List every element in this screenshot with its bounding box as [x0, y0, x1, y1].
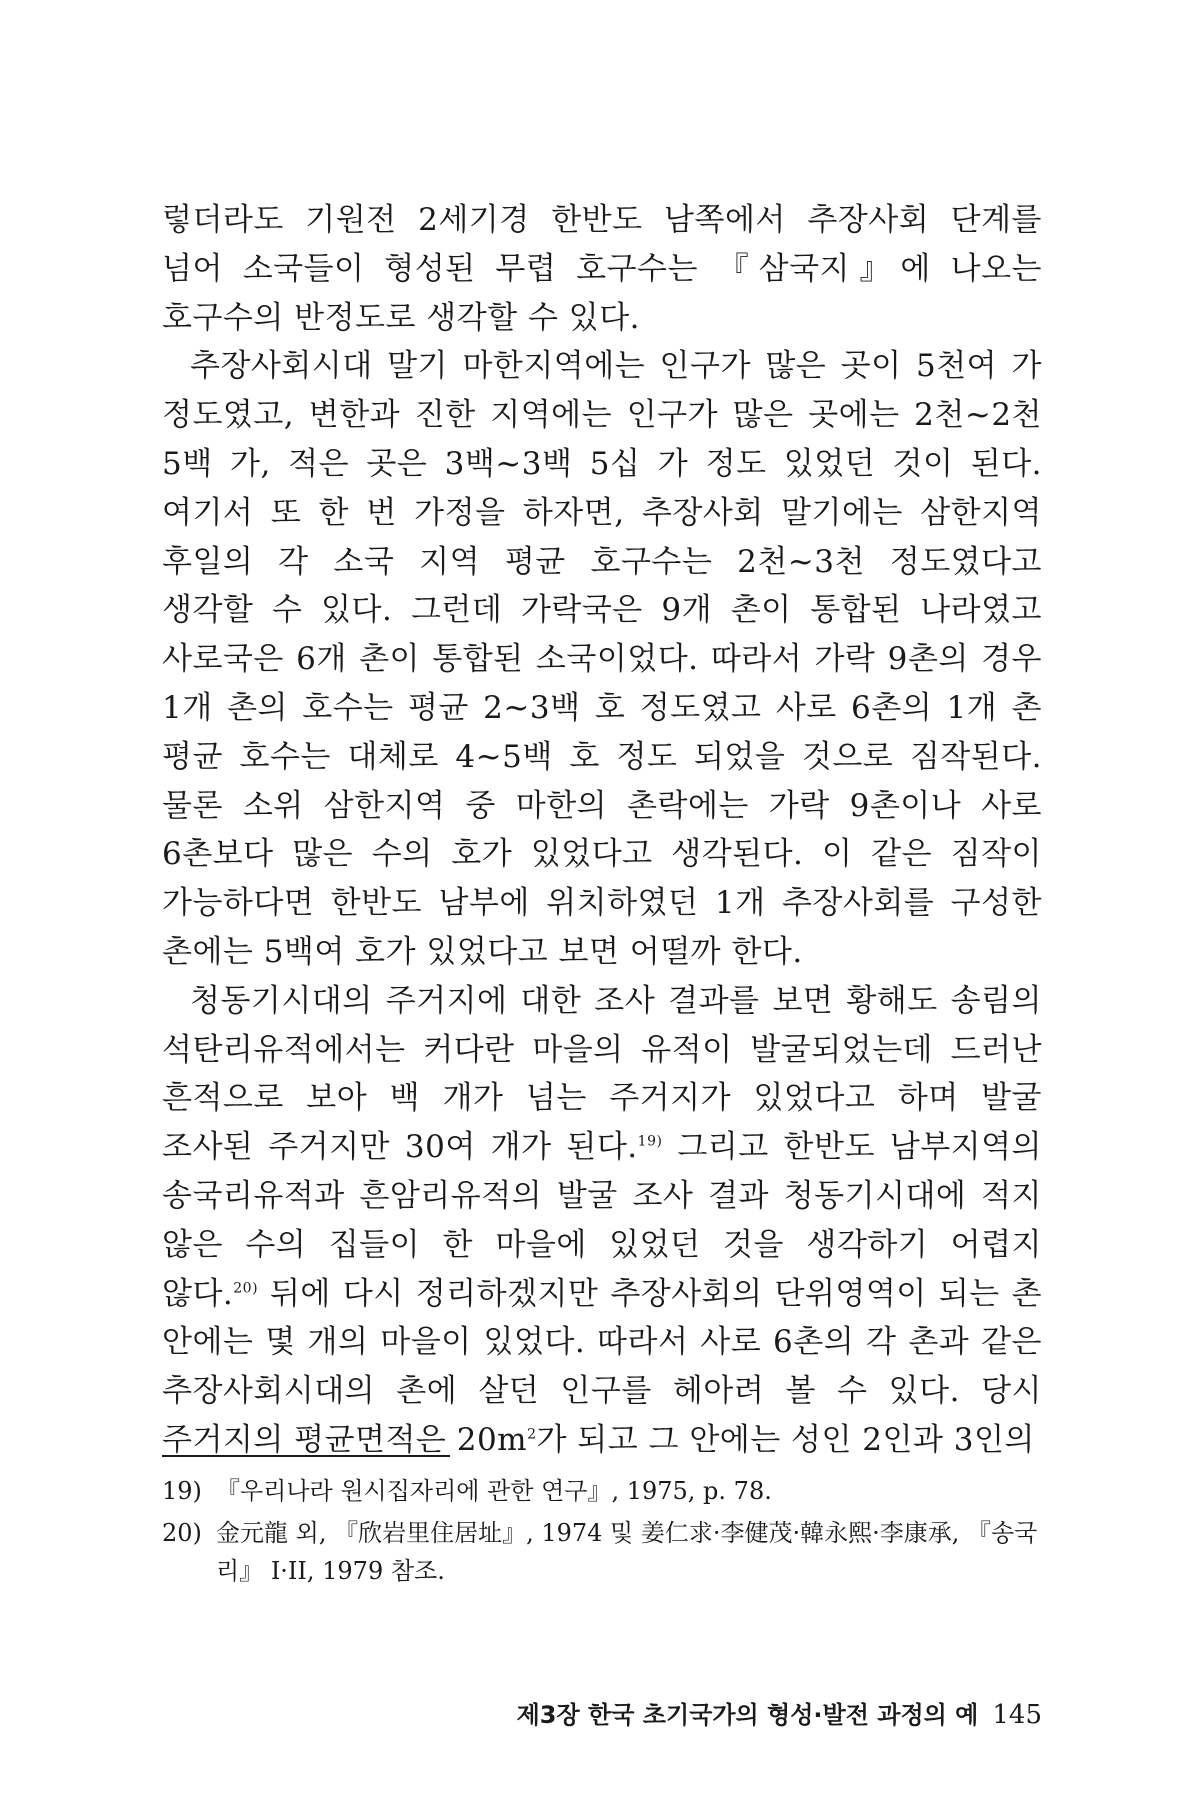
running-footer	[420, 1698, 1042, 1732]
footnote-text: 金元龍 외, 『欣岩里住居址』, 1974 및 姜仁求·李健茂·韓永熙·李康承, 『송국리』 I·II, 1979 참조.	[216, 1519, 1038, 1585]
footnote-20	[162, 1514, 1042, 1590]
footnotes	[162, 1472, 1042, 1594]
paragraph-3-text-b: 그리고 한반도 남부지역의 송국리유적과 흔암리유적의 발굴 조사 결과 청동기시대에 적지 않은 수의 집들이 한 마을에 있었던 것을 생각하기 어렵지 않다.	[162, 1129, 1042, 1312]
footnote-divider	[162, 1455, 450, 1457]
paragraph-3-text-a: 청동기시대의 주거지에 대한 조사 결과를 보면 황해도 송림의 석탄리유적에서는 커다란 마을의 유적이 발굴되었는데 드러난 흔적으로 보아 백 개가 넘는 주거지가 있었다고 하며 발굴 조사된 주거지만 30여 개가 된다.	[162, 982, 1042, 1166]
footnote-ref-19[interactable]: 19)	[637, 1133, 663, 1150]
footnote-text: 『우리나라 원시집자리에 관한 연구』, 1975, p. 78.	[216, 1477, 772, 1505]
footnote-number: 19)	[162, 1477, 202, 1505]
footnote-number: 20)	[162, 1519, 202, 1547]
paragraph-2-text: 추장사회시대 말기 마한지역에는 인구가 많은 곳이 5천여 가 정도였고, 변한과 진한 지역에는 인구가 많은 곳에는 2천~2천 5백 가, 적은 곳은 3백~3백 5십 가 정도 있었던 것이 된다. 여기서 또 한 번 가정을 하자면, 추장사회 말기에는 삼한지역 후일의 각 소국 지역 평균 호구수는 2천~3천 정도였다고 생각할 수 있다. 그런데 가락국은 9개 촌이 통합된 나라였고 사로국은 6개 촌이 통합된 소국이었다. 따라서 가락 9촌의 경우 1개 촌의 호수는 평균 2~3백 호 정도였고 사로 6촌의 1개 촌 평균 호수는 대체로 4~5백 호 정도 되었을 것으로 짐작된다. 물론 소위 삼한지역 중 마한의 촌락에는 가락 9촌이나 사로 6촌보다 많은 수의 호가 있었다고 생각된다. 이 같은 짐작이 가능하다면 한반도 남부에 위치하였던 1개 추장사회를 구성한 촌에는 5백여 호가 있었다고 보면 어떨까 한다.	[162, 348, 1042, 970]
superscript-squared: 2	[527, 1426, 537, 1443]
paragraph-1	[162, 196, 1042, 342]
footnote-19	[162, 1472, 1042, 1510]
paragraph-3-text-c: 뒤에 다시 정리하겠지만 추장사회의 단위영역이 되는 촌 안에는 몇 개의 마을이 있었다. 따라서 사로 6촌의 각 촌과 같은 추장사회시대의 촌에 살던 인구를 헤아려 볼 수 있다. 당시 주거지의 평균면적은 20m	[162, 1275, 1042, 1458]
footnote-ref-20[interactable]: 20)	[233, 1280, 259, 1297]
paragraph-3-text-d: 가 되고 그 안에는 성인 2인과 3인의	[536, 1421, 1035, 1458]
page-number: 145	[992, 1700, 1042, 1730]
chapter-title: 제3장 한국 초기국가의 형성·발전 과정의 예	[516, 1701, 979, 1729]
body-text	[162, 196, 1042, 1465]
paragraph-3	[162, 977, 1042, 1465]
paragraph-2	[162, 342, 1042, 976]
paragraph-1-text: 렇더라도 기원전 2세기경 한반도 남쪽에서 추장사회 단계를 넘어 소국들이 형성된 무렵 호구수는 『삼국지』에 나오는 호구수의 반정도로 생각할 수 있다.	[162, 202, 1042, 336]
